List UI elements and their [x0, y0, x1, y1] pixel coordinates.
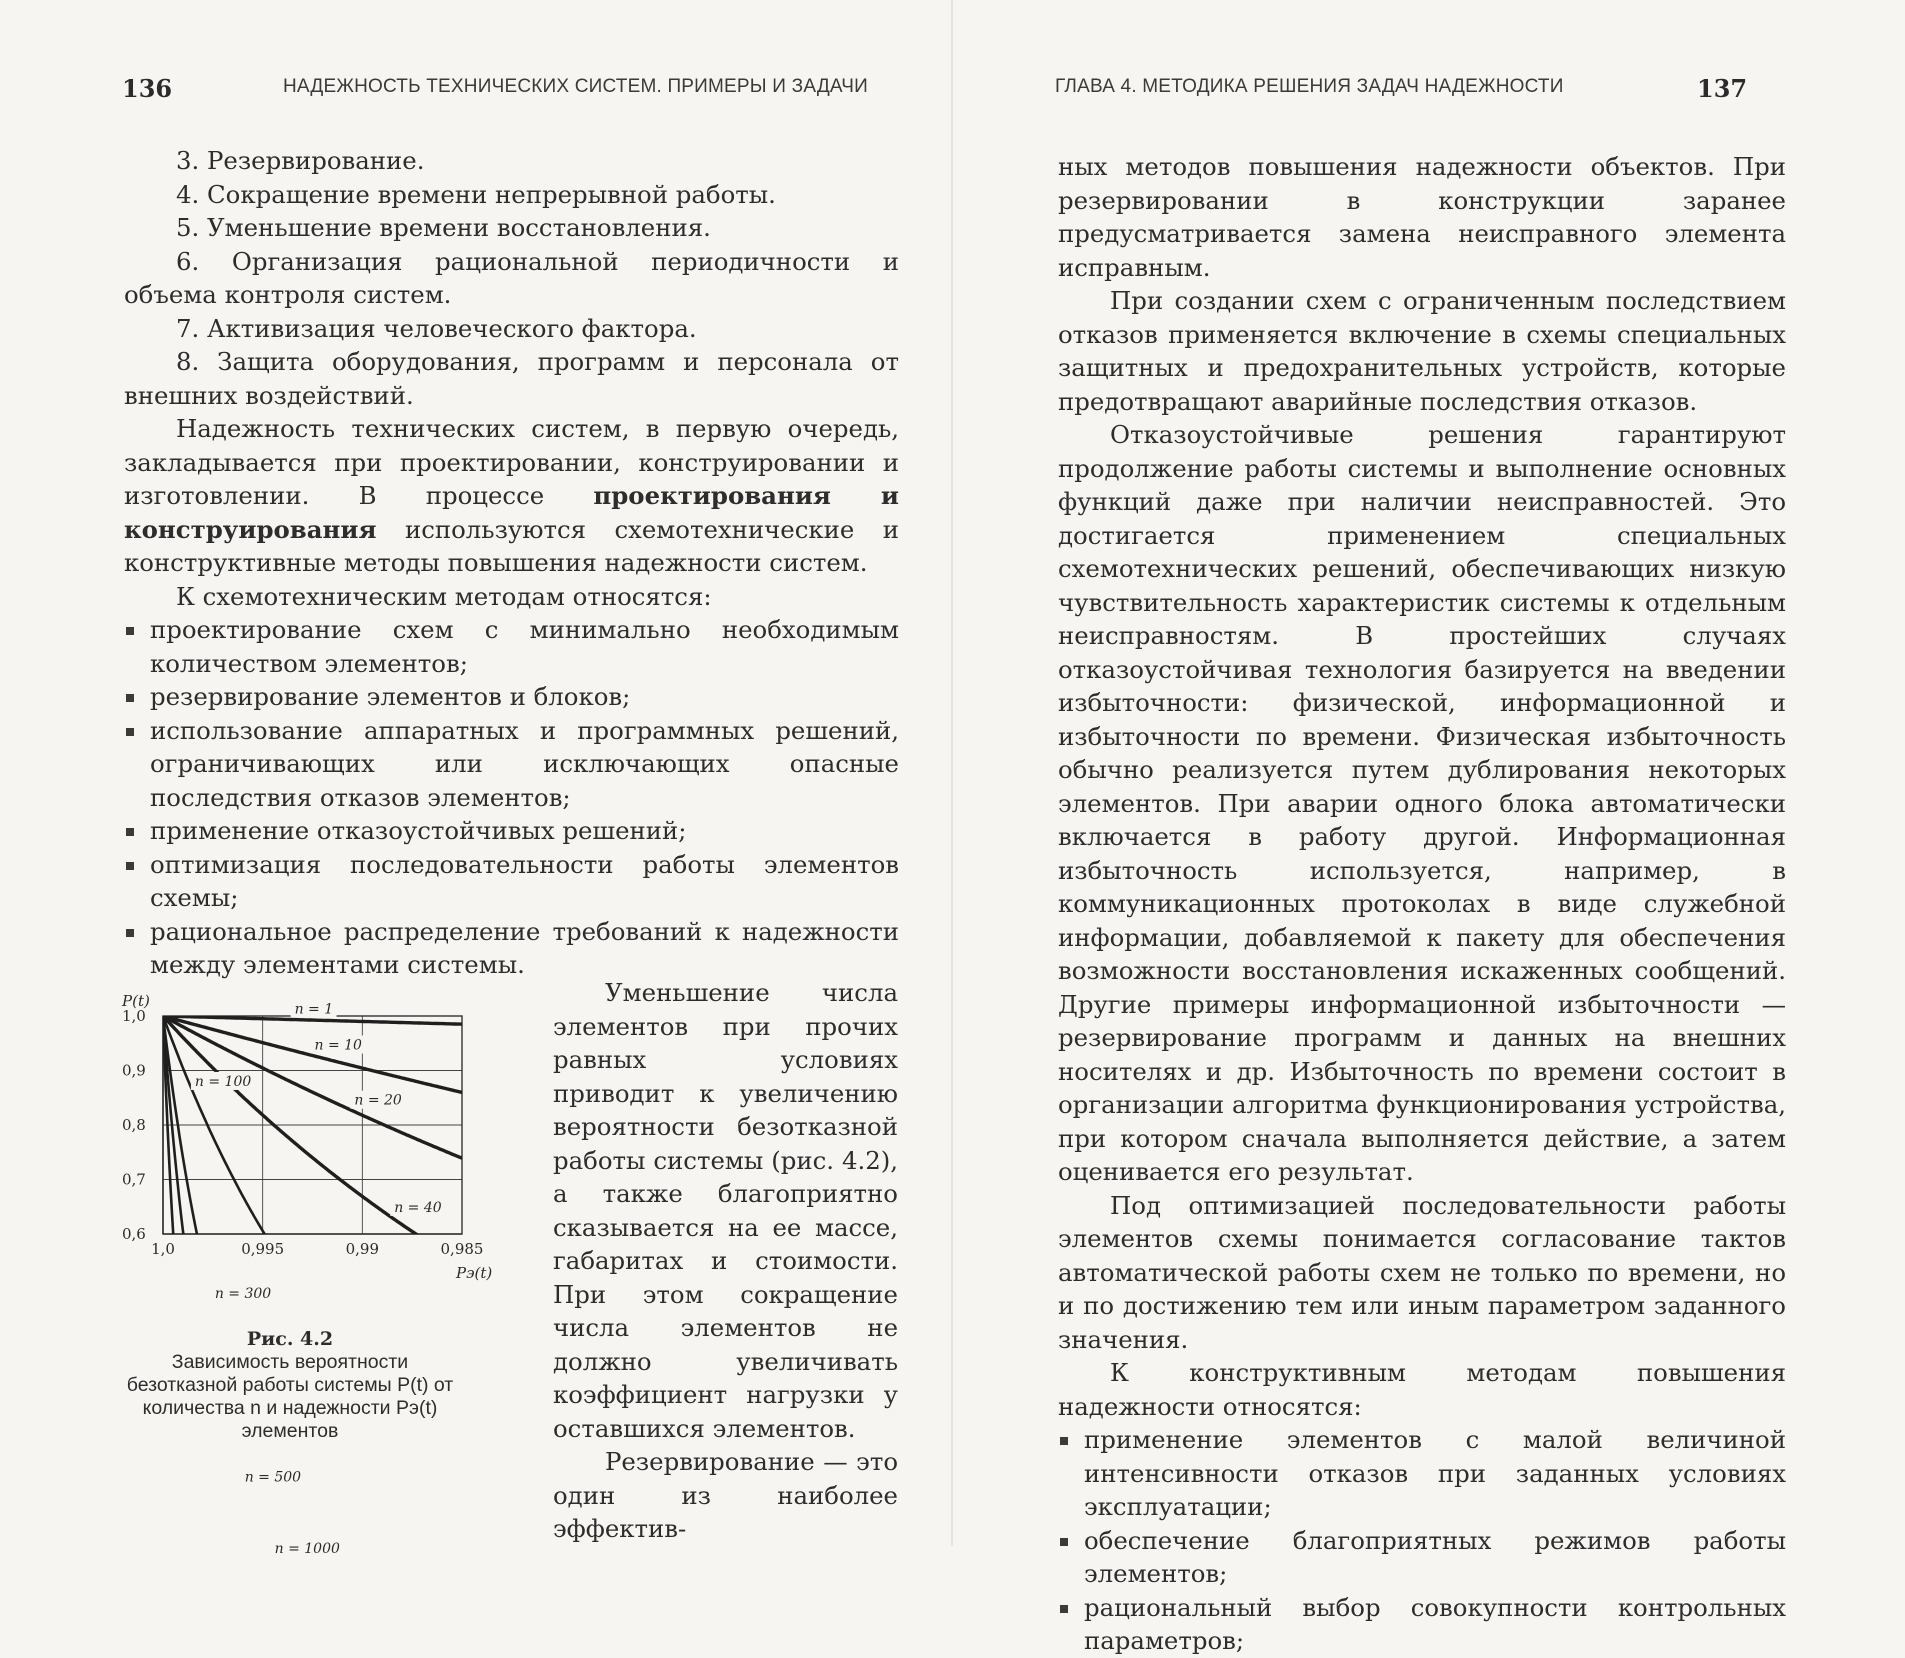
running-head: НАДЕЖНОСТЬ ТЕХНИЧЕСКИХ СИСТЕМ. ПРИМЕРЫ И ЗАДАЧИ	[283, 76, 868, 97]
left-main-text	[124, 144, 899, 982]
bullet-text: обеспечение благоприятных режимов работы элементов;	[1084, 1525, 1786, 1588]
left-side-text	[553, 976, 898, 1546]
paragraph: К конструктивным методам повышения надежности относятся:	[1058, 1358, 1786, 1421]
bullet-text: рациональный выбор совокупности контрольных параметров;	[1084, 1592, 1786, 1655]
series-label: n = 1000	[274, 1540, 340, 1557]
bullet-item	[1058, 1423, 1786, 1524]
paragraph: Под оптимизацией последовательности работы элементов схемы понимается согласование тактов автоматической работы схем не только по времени, но и по достижению тем или иным параметром заданного значения.	[1058, 1190, 1786, 1354]
bullet-item	[124, 680, 899, 714]
right-main-text	[1058, 150, 1786, 1658]
bullet-item	[124, 848, 899, 915]
bullet-text: использование аппаратных и программных решений, ограничивающих или исключающих опасные последствия отказов элементов;	[150, 715, 899, 812]
text-run: Надежность технических систем, в первую очередь, закладывается при проектировании, конструировании и изготовлении. В процессе	[124, 414, 899, 510]
running-head: ГЛАВА 4. МЕТОДИКА РЕШЕНИЯ ЗАДАЧ НАДЕЖНОСТИ	[1055, 76, 1564, 97]
x-tick-label: 0,995	[241, 1240, 285, 1258]
figure-caption-text: Зависимость вероятности безотказной работы системы P(t) от количества n и надежности Pэ(t) элементов	[126, 1351, 454, 1442]
bullet-text: оптимизация последовательности работы элементов схемы;	[150, 849, 899, 912]
list-item: 7. Активизация человеческого фактора.	[176, 313, 697, 343]
figure-title: Рис. 4.2	[246, 1328, 334, 1350]
series-label: n = 1	[294, 1001, 334, 1018]
y-tick-label: 0,6	[122, 1225, 146, 1243]
bullet-text: резервирование элементов и блоков;	[150, 682, 631, 711]
list-item: 5. Уменьшение времени восстановления.	[176, 213, 711, 242]
page-number: 137	[1697, 74, 1748, 103]
series-label: n = 100	[194, 1073, 252, 1090]
paragraph: Уменьшение числа элементов при прочих равных условиях приводит к увеличению вероятности безотказной работы системы (рис. 4.2), а также благоприятно сказывается на ее массе, габаритах и стоимости. При этом сокращение числа элементов не должно увеличивать коэффициент нагрузки у оставшихся элементов.	[553, 978, 898, 1443]
bullet-item	[1058, 1524, 1786, 1591]
bullet-marker	[126, 694, 134, 702]
x-tick-label: 0,99	[345, 1240, 380, 1258]
x-axis-label: Pэ(t)	[456, 1264, 493, 1282]
right-page	[952, 0, 1905, 1655]
bullet-marker	[126, 728, 134, 736]
list-item: 6. Организация рациональной периодичности и объема контроля систем.	[124, 246, 899, 309]
series-label: n = 300	[214, 1285, 272, 1302]
bullet-item	[1058, 1591, 1786, 1658]
x-tick-label: 1,0	[151, 1240, 175, 1258]
paragraph: К схемотехническим методам относятся:	[176, 581, 712, 611]
y-tick-label: 1,0	[122, 1007, 146, 1025]
list-item: 4. Сокращение времени непрерывной работы.	[176, 179, 776, 209]
paragraph	[124, 412, 899, 580]
paragraph: Отказоустойчивые решения гарантируют продолжение работы системы и выполнение основных функций даже при наличии неисправностей. Это достигается применением специальных схемотехнических решений, обеспечивающих низкую чувствительность характеристик системы к отдельным неисправностям. В простейших случаях отказоустойчивая технология базируется на введении избыточности: физической, информационной и избыточности по времени. Физическая избыточность обычно реализуется путем дублирования некоторых элементов. При аварии одного блока автоматически включается в работу другой. Информационная избыточность используется, например, в коммуникационных протоколах в виде служебной информации, добавляемой к пакету для обеспечения возможности восстановления искаженных сообщений. Другие примеры информационной избыточности — резервирование программ и данных на внешних носителях и др. Избыточность по времени состоит в организации алгоритма функционирования устройства, при котором сначала выполняется действие, а затем оценивается его результат.	[1058, 420, 1786, 1186]
series-label: n = 500	[244, 1469, 302, 1486]
bold-term: проектирования и конструирования	[124, 481, 899, 544]
bullet-marker	[1060, 1605, 1068, 1613]
bullet-text: проектирование схем с минимально необходимым количеством элементов;	[150, 615, 899, 678]
text-run: используются схемотехнические и конструктивные методы повышения надежности систем.	[124, 514, 899, 577]
figure-caption	[120, 1328, 460, 1443]
bullet-text: рациональное распределение требований к надежности между элементами системы.	[150, 916, 899, 979]
series-line-n-500	[163, 1016, 185, 1251]
list-item: 3. Резервирование.	[176, 146, 425, 175]
paragraph: Резервирование — это один из наиболее эффектив-	[553, 1447, 898, 1543]
series-label: n = 10	[314, 1037, 362, 1054]
bullet-marker	[126, 862, 134, 870]
y-tick-label: 0,7	[122, 1170, 146, 1189]
y-tick-label: 0,8	[122, 1116, 146, 1134]
series-label: n = 20	[354, 1092, 402, 1109]
bullet-text: применение отказоустойчивых решений;	[150, 816, 687, 845]
bullet-marker	[1060, 1437, 1068, 1445]
left-page	[0, 0, 952, 1557]
figure-4-2	[120, 990, 540, 1557]
bullet-marker	[126, 929, 134, 937]
bullet-marker	[1060, 1538, 1068, 1546]
y-tick-label: 0,9	[122, 1061, 146, 1080]
bullet-marker	[126, 627, 134, 635]
x-tick-label: 0,985	[440, 1240, 484, 1258]
list-item: 8. Защита оборудования, программ и персонала от внешних воздействий.	[124, 347, 899, 410]
bullet-item	[124, 613, 899, 680]
page-number: 136	[122, 74, 173, 103]
series-label: n = 40	[394, 1199, 442, 1216]
paragraph: При создании схем с ограниченным последствием отказов применяется включение в схемы специальных защитных и предохранительных устройств, которые предотвращают аварийные последствия отказов.	[1058, 286, 1786, 416]
bullet-text: применение элементов с малой величиной интенсивности отказов при заданных условиях эксплуатации;	[1084, 1425, 1786, 1521]
bullet-item	[124, 915, 899, 982]
bullet-marker	[126, 828, 134, 836]
paragraph: ных методов повышения надежности объектов. При резервировании в конструкции заранее предусматривается замена неисправного элемента исправным.	[1058, 152, 1786, 282]
y-axis-label: P(t)	[122, 992, 150, 1010]
bullet-item	[124, 814, 899, 848]
bullet-item	[124, 714, 899, 815]
